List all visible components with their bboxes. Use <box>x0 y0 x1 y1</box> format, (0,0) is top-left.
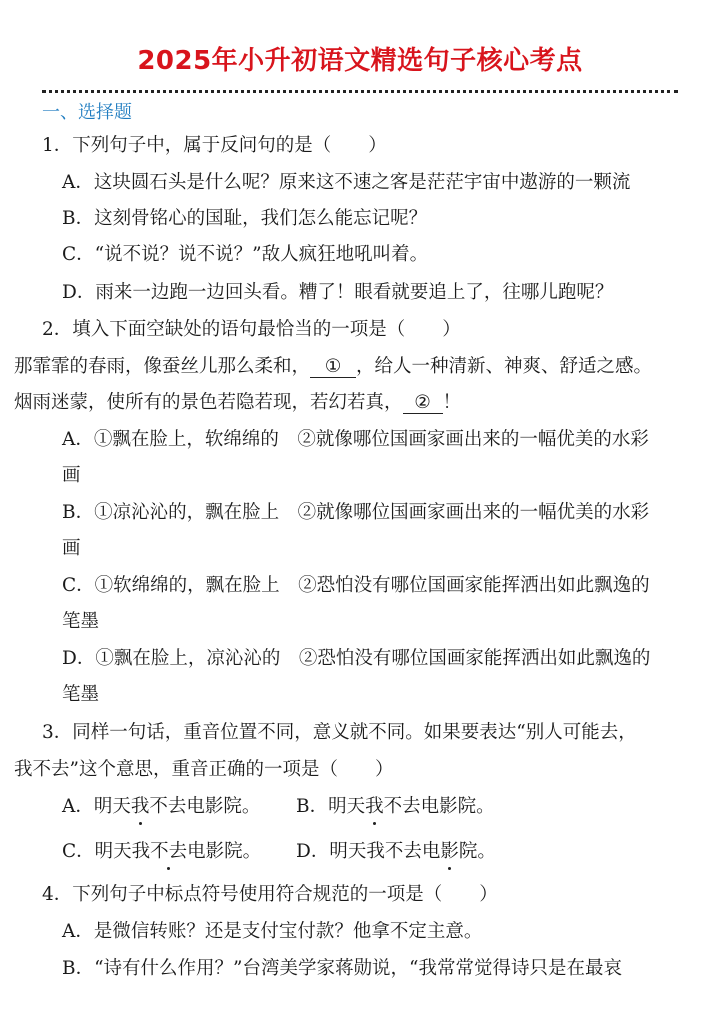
fill-blank-2: ② <box>403 393 443 414</box>
question-2-passage-line-2 <box>14 391 461 415</box>
question-2-option-a-continued: 画 <box>62 465 81 486</box>
passage-text: ！ <box>442 392 462 413</box>
passage-text: ，给人一种清新、神爽、舒适之感。 <box>356 356 653 377</box>
question-4-option-a: A．是微信转账？还是支付宝付款？他拿不定主意。 <box>62 921 483 942</box>
stress-marked-word: 不去 <box>150 841 188 862</box>
question-1-option-d: D．雨来一边跑一边回头看。糟了！眼看就要追上了，往哪儿跑呢？ <box>62 282 614 303</box>
question-3-option-a <box>62 795 260 819</box>
passage-text: 那霏霏的春雨，像蚕丝儿那么柔和， <box>14 356 311 377</box>
question-2-option-b: B．①凉沁沁的，飘在脸上 ②就像哪位国画家画出来的一幅优美的水彩 <box>62 502 650 523</box>
question-3-option-c <box>62 840 261 864</box>
stress-marked-word: 我 <box>365 796 384 817</box>
option-text: D．明天我不去 <box>296 841 422 862</box>
passage-text: 烟雨迷蒙，使所有的景色若隐若现，若幻若真， <box>14 392 403 413</box>
option-text: 电影院。 <box>187 841 262 862</box>
question-4-stem: 4．下列句子中标点符号使用符合规范的一项是（ ） <box>42 884 498 905</box>
question-1-option-a: A．这块圆石头是什么呢？原来这不速之客是茫茫宇宙中遨游的一颗流 <box>62 172 631 193</box>
question-1-option-b: B．这刻骨铭心的国耻，我们怎么能忘记呢？ <box>62 208 428 229</box>
option-text: 不去电影院。 <box>149 796 261 817</box>
question-3-stem-continued: 我不去”这个意思，重音正确的一项是（ ） <box>14 759 394 780</box>
question-2-option-d-continued: 笔墨 <box>62 684 100 705</box>
question-2-option-c: C．①软绵绵的，飘在脸上 ②恐怕没有哪位国画家能挥洒出如此飘逸的 <box>62 575 650 596</box>
section-heading: 一、选择题 <box>42 102 132 123</box>
stress-marked-word: 电影院 <box>421 841 478 862</box>
stress-marked-word: 我 <box>130 796 150 817</box>
question-3-option-b <box>296 795 495 819</box>
option-text: C．明天我 <box>62 841 151 862</box>
option-text: A．明天 <box>62 796 131 817</box>
question-4-option-b: B．“诗有什么作用？”台湾美学家蒋勋说，“我常常觉得诗只是在最哀 <box>62 958 622 979</box>
option-text: 。 <box>477 841 496 862</box>
dotted-divider <box>42 90 678 93</box>
document-title: 2025年小升初语文精选句子核心考点 <box>137 46 583 76</box>
question-3-stem: 3．同样一句话，重音位置不同，意义就不同。如果要表达“别人可能去， <box>42 722 637 743</box>
question-2-option-c-continued: 笔墨 <box>62 611 100 632</box>
question-2-passage-line-1 <box>14 355 652 379</box>
question-2-option-b-continued: 画 <box>62 538 81 559</box>
question-2-option-d: D．①飘在脸上，凉沁沁的 ②恐怕没有哪位国画家能挥洒出如此飘逸的 <box>62 648 651 669</box>
question-3-option-d <box>296 840 496 864</box>
question-1-stem: 1．下列句子中，属于反问句的是（ ） <box>42 135 387 156</box>
fill-blank-1: ① <box>310 357 356 378</box>
question-1-option-c: C．“说不说？说不说？”敌人疯狂地吼叫着。 <box>62 244 429 265</box>
option-text: B．明天 <box>296 796 366 817</box>
question-2-stem: 2．填入下面空缺处的语句最恰当的一项是（ ） <box>42 319 461 340</box>
question-2-option-a: A．①飘在脸上，软绵绵的 ②就像哪位国画家画出来的一幅优美的水彩 <box>62 429 649 450</box>
option-text: 不去电影院。 <box>383 796 495 817</box>
